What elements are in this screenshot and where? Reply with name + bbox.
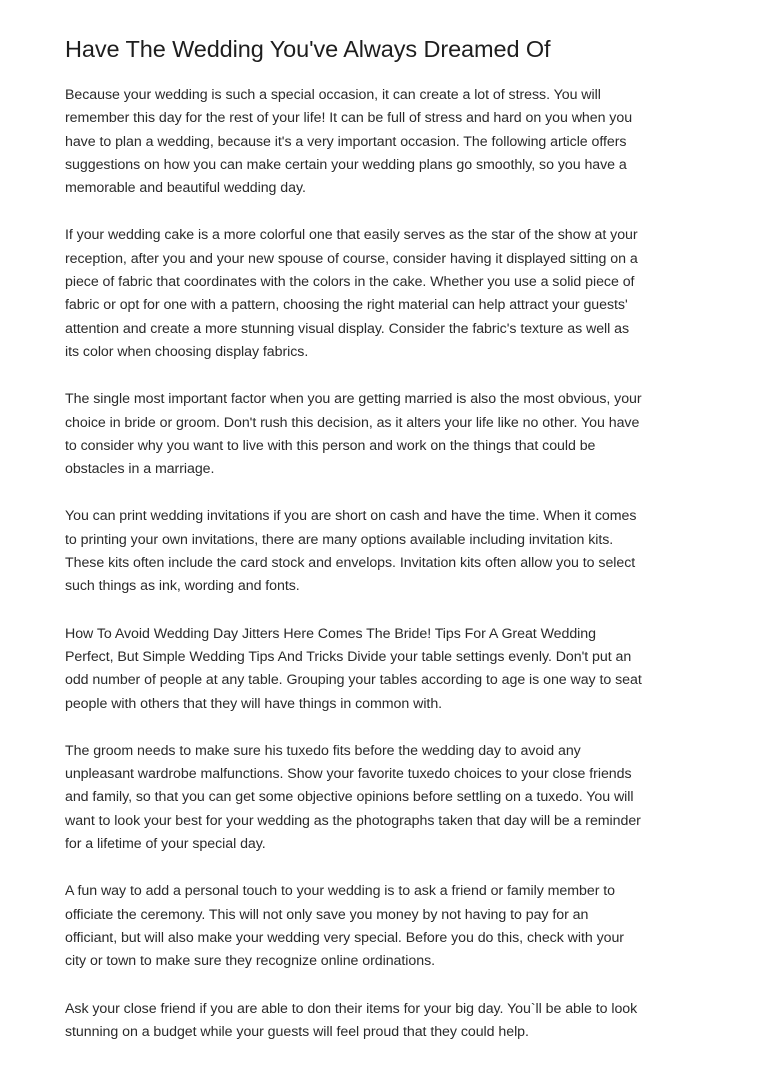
paragraph-intro: Because your wedding is such a special occasion, it can create a lot of stress. You will remember this day for the rest of your life! It can be full of stress and hard on you when you have to plan a wedding, because it's a very important occasion. The following article offers suggestions on how you can make certain your wedding plans go smoothly, so you have a memorable and beautiful wedding day. [65,87,633,197]
document-title: Have The Wedding You've Always Dreamed Of [65,36,551,62]
paragraph-borrow-items: Ask your close friend if you are able to don their items for your big day. You`ll be able to look stunning on a budget while your guests will feel proud that they could help. [65,1000,638,1040]
paragraph-table-settings: How To Avoid Wedding Day Jitters Here Comes The Bride! Tips For A Great Wedding Perfect, But Simple Wedding Tips And Tricks Divide your table settings evenly. Don't put an odd number of people at any table. Grouping your tables according to age is one way to seat people with others that they will have things in common with. [65,625,642,712]
paragraph-choice-partner: The single most important factor when you are getting married is also the most obvious, your choice in bride or groom. Don't rush this decision, as it alters your life like no other. You have to consider why you want to live with this person and work on the things that could be obstacles in a marriage. [65,391,642,478]
paragraph-cake-fabric: If your wedding cake is a more colorful one that easily serves as the star of the show at your reception, after you and your new spouse of course, consider having it displayed sitting on a piece of fabric that coordinates with the colors in the cake. Whether you use a solid piece of fabric or opt for one with a pattern, choosing the right material can help attract your guests' attention and create a more stunning visual display. Consider the fabric's texture as well as its color when choosing display fabrics. [65,227,638,360]
paragraph-invitations: You can print wedding invitations if you are short on cash and have the time. When it comes to printing your own invitations, there are many options available including invitation kits. These kits often include the card stock and envelops. Invitation kits often allow you to select such things as ink, wording and fonts. [65,508,637,595]
paragraph-officiant: A fun way to add a personal touch to your wedding is to ask a friend or family member to officiate the ceremony. This will not only save you money by not having to pay for an officiant, but will also make your wedding very special. Before you do this, check with your city or town to make sure they recognize online ordinations. [65,883,624,970]
paragraph-tuxedo: The groom needs to make sure his tuxedo fits before the wedding day to avoid any unpleasant wardrobe malfunctions. Show your favorite tuxedo choices to your close friends and family, so that you can get some objective opinions before settling on a tuxedo. You will want to look your best for your wedding as the photographs taken that day will be a reminder for a lifetime of your special day. [65,742,641,853]
